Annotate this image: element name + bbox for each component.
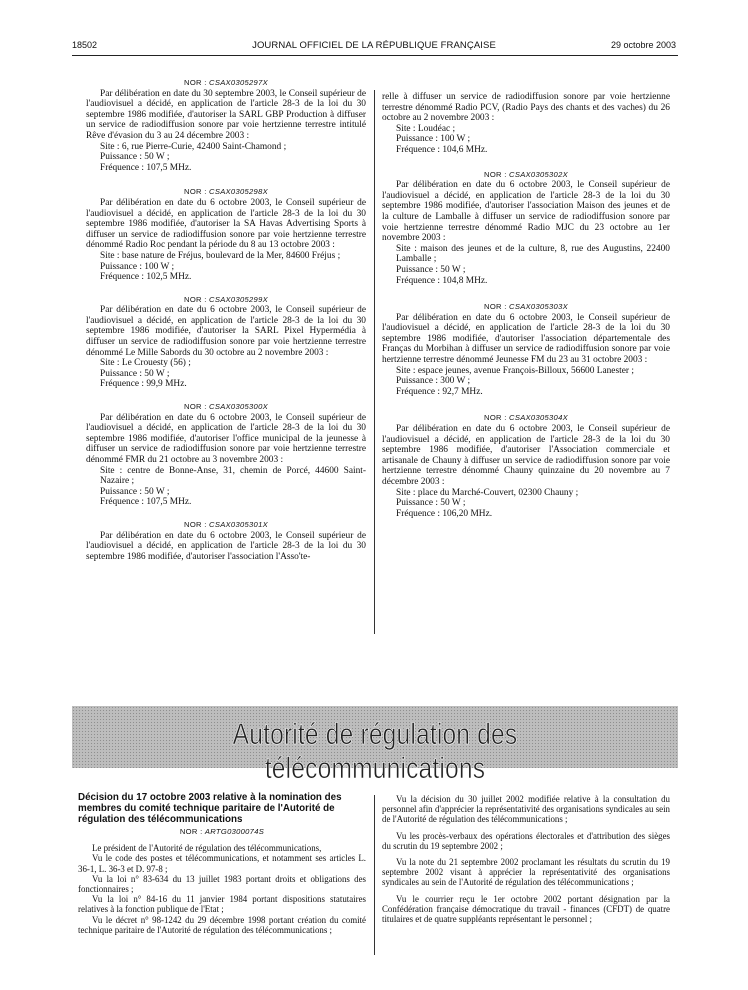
decision-title: Décision du 17 octobre 2003 relative à la nomination des membres du comité technique paritaire de l'Autorité de régulation des télécommunications — [78, 792, 342, 825]
issue-date: 29 octobre 2003 — [610, 40, 676, 50]
nor-reference: NOR : CSAX0305299X — [184, 294, 268, 304]
entry-frequency: Fréquence : 99,9 MHz. — [100, 379, 187, 390]
left-column — [86, 78, 366, 562]
entry-frequency: Fréquence : 107,5 MHz. — [100, 162, 192, 173]
entry-paragraph: Par délibération en date du 6 octobre 2003, le Conseil supérieur de l'audiovisuel a décidé, en application de l'article 28-3 de la loi du 30 septembre 1986 modifiée, d'autoriser l'association l'Asso'te- — [86, 530, 366, 562]
csa-entry — [86, 295, 366, 390]
entry-site: Site : base nature de Fréjus, boulevard de la Mer, 84600 Fréjus ; — [100, 250, 341, 261]
continuation-paragraph: relle à diffuser un service de radiodiffusion sonore par voie hertzienne terrestre dénommé Radio PCV, (Radio Pays des chants et des vaches) du 26 octobre au 2 novembre 2003 : — [382, 92, 670, 124]
entry-site: Site : maison des jeunes et de la culture, 8, rue des Augustins, 22400 Lamballe ; — [396, 243, 670, 265]
csa-entry — [382, 170, 670, 287]
decision-preamble: Le président de l'Autorité de régulation des télécommunications, — [92, 843, 322, 854]
entry-power: Puissance : 50 W ; — [100, 368, 170, 379]
entry-site: Site : espace jeunes, avenue François-Billoux, 56600 Lanester ; — [396, 365, 634, 376]
entry-site: Site : Le Crouesty (56) ; — [100, 358, 191, 369]
entry-power: Puissance : 50 W ; — [396, 264, 466, 275]
entry-power: Puissance : 100 W ; — [396, 134, 471, 145]
decision-visa: Vu la décision du 30 juillet 2002 modifiée relative à la consultation du personnel afin d'apprécier la représentativité des organisations syndicales au sein de l'Autorité de régulation des télécommunications ; — [382, 794, 670, 825]
entry-paragraph: Par délibération en date du 6 octobre 2003, le Conseil supérieur de l'audiovisuel a décidé, en application de l'article 28-3 de la loi du 30 septembre 1986 modifiée, d'autoriser la SARL Pixel Hypermédia à diffuser un service de radiodiffusion sonore par voie hertzienne terrestre dénommé Le Mille Sabords du 30 octobre au 2 novembre 2003 : — [86, 305, 366, 358]
entry-paragraph: Par délibération en date du 6 octobre 2003, le Conseil supérieur de l'audiovisuel a décidé, en application de l'article 28-3 de la loi du 30 septembre 1986 modifiée, d'autoriser l'office municipal de la jeunesse à diffuser un service de radiodiffusion sonore par voie hertzienne terrestre dénommé FMR du 21 octobre au 3 novembre 2003 : — [86, 412, 366, 465]
decision-visa: Vu le courrier reçu le 1er octobre 2002 portant désignation par la Confédération française démocratique du travail - finances (CFDT) de quatre titulaires et de quatre suppléants représentant le personnel ; — [382, 893, 670, 925]
decision-visa: Vu le code des postes et télécommunications, et notamment ses articles L. 36-1, L. 36-3 et D. 97-8 ; — [78, 853, 366, 874]
entry-frequency: Fréquence : 106,20 MHz. — [396, 508, 493, 519]
entry-power: Puissance : 50 W ; — [100, 486, 170, 497]
entry-frequency: Fréquence : 104,6 MHz. — [396, 144, 488, 155]
nor-reference: NOR : CSAX0305302X — [484, 169, 568, 179]
decision-left-column — [78, 792, 366, 935]
entry-power: Puissance : 50 W ; — [396, 498, 466, 509]
csa-entry — [382, 413, 670, 519]
entry-site: Site : Loudéac ; — [396, 123, 456, 134]
entry-paragraph: Par délibération en date du 6 octobre 2003, le Conseil supérieur de l'audiovisuel a décidé, en application de l'article 28-3 de la loi du 30 septembre 1986 modifiée, d'autoriser la SA Havas Advertising Sports à diffuser un service de radiodiffusion sonore par voie hertzienne terrestre dénommé Radio Roc pendant la période du 8 au 13 octobre 2003 : — [86, 197, 366, 251]
entry-site: Site : place du Marché-Couvert, 02300 Chauny ; — [396, 487, 579, 498]
nor-reference: NOR : CSAX0305300X — [184, 402, 268, 412]
csa-entry — [382, 302, 670, 397]
decision-visa: Vu les procès-verbaux des opérations électorales et d'attribution des sièges du scrutin du 19 septembre 2002 ; — [382, 830, 670, 851]
entry-power: Puissance : 100 W ; — [100, 261, 175, 272]
entry-paragraph: Par délibération en date du 30 septembre 2003, le Conseil supérieur de l'audiovisuel a décidé, en application de l'article 28-3 de la loi du 30 septembre 1986 modifiée, d'autoriser la SARL GBP Production à diffuser un service de radiodiffusion sonore par voie hertzienne terrestre intitulé Rêve d'évasion du 3 au 24 décembre 2003 : — [86, 88, 366, 141]
entry-site: Site : 6, rue Pierre-Curie, 42400 Saint-Chamond ; — [100, 141, 287, 152]
entry-paragraph: Par délibération en date du 6 octobre 2003, le Conseil supérieur de l'audiovisuel a décidé, en application de l'article 28-3 de la loi du 30 septembre 1986 modifiée, d'autoriser l'association départementale des Franças du Morbihan à diffuser un service de radiodiffusion sonore par voie hertzienne terrestre dénommé Jeunesse FM du 23 au 31 octobre 2003 : — [382, 312, 670, 366]
decision-right-column — [382, 794, 670, 924]
decision-visa: Vu la loi n° 83-634 du 13 juillet 1983 portant droits et obligations des fonctionnaires ; — [78, 873, 366, 895]
decision-visa: Vu la loi n° 84-16 du 11 janvier 1984 portant dispositions statutaires relatives à la fonction publique de l'Etat ; — [78, 894, 366, 915]
nor-reference: NOR : CSAX0305304X — [484, 413, 568, 423]
csa-entry — [86, 402, 366, 508]
entry-power: Puissance : 50 W ; — [100, 152, 170, 163]
page-number: 18502 — [72, 40, 98, 50]
nor-reference: NOR : CSAX0305303X — [484, 302, 568, 312]
section-title: Autorité de régulation des télécommunications — [232, 718, 518, 785]
entry-frequency: Fréquence : 107,5 MHz. — [100, 497, 192, 508]
csa-entry — [86, 187, 366, 282]
entry-paragraph: Par délibération en date du 6 octobre 2003, le Conseil supérieur de l'audiovisuel a décidé, en application de l'article 28-3 de la loi du 30 septembre 1986 modifiée, d'autoriser l'association Maison des jeunes et de la culture de Lamballe à diffuser un service de radiodiffusion sonore par voie hertzienne terrestre dénommé Radio MJC du 23 octobre au 1er novembre 2003 : — [382, 180, 670, 244]
journal-title: JOURNAL OFFICIEL DE LA RÉPUBLIQUE FRANÇAISE — [252, 40, 496, 51]
section-banner — [72, 706, 678, 785]
entry-power: Puissance : 300 W ; — [396, 376, 471, 387]
decision-visa: Vu la note du 21 septembre 2002 proclamant les résultats du scrutin du 19 septembre 2002 visant à apprécier la représentativité des organisations syndicales au sein de l'Autorité de régulation des télécommunications ; — [382, 857, 670, 888]
header-rule — [72, 55, 678, 56]
right-column — [382, 92, 670, 519]
decision-nor: NOR : ARTG0300074S — [179, 827, 265, 836]
entry-paragraph: Par délibération en date du 6 octobre 2003, le Conseil supérieur de l'audiovisuel a décidé, en application de l'article 28-3 de la loi du 30 septembre 1986 modifiée, d'autoriser l'Association commerciale et artisanale de Chauny à diffuser un service de radiodiffusion sonore par voie hertzienne terrestre dénommé Chauny quinzaine du 20 novembre au 7 décembre 2003 : — [382, 424, 670, 487]
decision-visa: Vu le décret n° 98-1242 du 29 décembre 1998 portant création du comité technique paritaire de l'Autorité de régulation des télécommunications ; — [78, 914, 366, 935]
column-divider-bottom — [374, 795, 375, 955]
nor-reference: NOR : CSAX0305298X — [184, 187, 268, 197]
entry-frequency: Fréquence : 104,8 MHz. — [396, 275, 488, 286]
entry-frequency: Fréquence : 92,7 MHz. — [396, 386, 483, 397]
csa-entry — [86, 520, 366, 562]
entry-site: Site : centre de Bonne-Anse, 31, chemin de Porcé, 44600 Saint-Nazaire ; — [100, 465, 366, 487]
entry-frequency: Fréquence : 102,5 MHz. — [100, 272, 192, 283]
nor-reference: NOR : CSAX0305301X — [184, 519, 268, 529]
nor-reference: NOR : CSAX0305297X — [184, 78, 268, 87]
csa-entry — [86, 78, 366, 173]
page-header — [72, 40, 676, 54]
column-divider-top — [374, 90, 375, 634]
